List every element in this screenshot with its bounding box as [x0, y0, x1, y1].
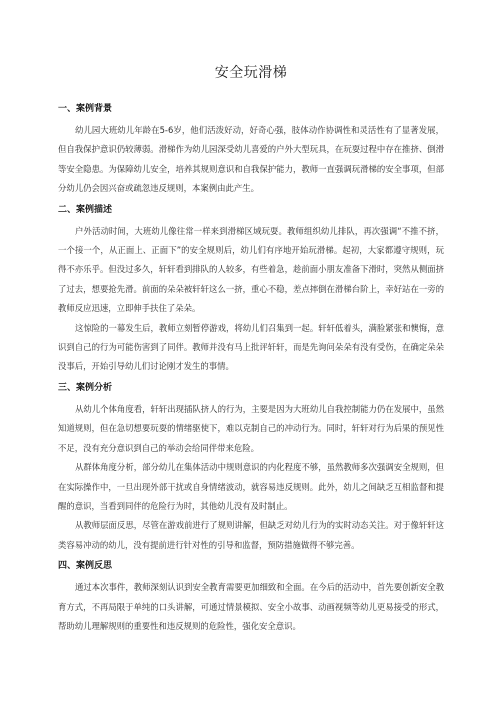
paragraph: 幼儿园大班幼儿年龄在5-6岁，他们活泼好动，好奇心强，肢体动作协调性和灵活性有了显著发展，但自我保护意识仍较薄弱。滑梯作为幼儿园深受幼儿喜爱的户外大型玩具，在玩耍过程中存在推挤、倒滑等安全隐患。为保障幼儿安全，培养其规则意识和自我保护能力，教师一直强调玩滑梯的安全事项，但部分幼儿仍会因兴奋或疏忽违反规则，本案例由此产生。: [58, 125, 444, 194]
paragraph: 从幼儿个体角度看，轩轩出现插队挤人的行为，主要是因为大班幼儿自我控制能力仍在发展中，虽然知道规则，但在急切想要玩耍的情绪驱使下，难以克制自己的冲动行为。同时，轩轩对行为后果的预见性不足，没有充分意识到自己的举动会给同伴带来危险。: [58, 403, 444, 453]
section-analysis: [58, 381, 444, 555]
section-reflection: [58, 559, 444, 636]
section-heading: 二、案例描述: [58, 204, 113, 215]
section-heading: 一、案例背景: [58, 104, 113, 114]
paragraph: 户外活动时间，大班幼儿像往常一样来到滑梯区域玩耍。教师组织幼儿排队，再次强调“不推不挤，一个接一个，从正面上、正面下”的安全规则后，幼儿们有序地开始玩滑梯。起初，大家都遵守规则，玩得不亦乐乎。但没过多久，轩轩看到排队的人较多，有些着急，趁前面小朋友准备下滑时，突然从侧面挤了过去，想要抢先滑。前面的朵朵被轩轩这么一挤，重心不稳，差点摔倒在滑梯台阶上，幸好站在一旁的教师反应迅速，立即伸手扶住了朵朵。: [58, 225, 444, 314]
paragraph: 从群体角度分析，部分幼儿在集体活动中规则意识的内化程度不够，虽然教师多次强调安全规则，但在实际操作中，一旦出现外部干扰或自身情绪波动，就容易违反规则。此外，幼儿之间缺乏互相监督和提醒的意识，当看到同伴的危险行为时，其他幼儿没有及时制止。: [58, 462, 444, 511]
paragraph: 这惊险的一幕发生后，教师立刻暂停游戏，将幼儿们召集到一起。轩轩低着头，满脸紧张和懊悔，意识到自己的行为可能伤害到了同伴。教师并没有马上批评轩轩，而是先询问朵朵有没有受伤，在确定朵朵没事后，开始引导幼儿们讨论刚才发生的事情。: [58, 322, 444, 372]
section-heading: 三、案例分析: [58, 382, 113, 393]
paragraph: 通过本次事件，教师深刻认识到安全教育需要更加细致和全面。在今后的活动中，首先要创新安全教育方式，不再局限于单纯的口头讲解，可通过情景模拟、安全小故事、动画视频等幼儿更易接受的形式，帮助幼儿理解规则的重要性和违反规则的危险性，强化安全意识。: [58, 582, 444, 631]
section-heading: 四、案例反思: [58, 561, 113, 572]
page-title: 安全玩滑梯: [214, 65, 288, 81]
section-background: [58, 102, 444, 199]
section-description: [58, 203, 444, 377]
paragraph: 从教师层面反思，尽管在游戏前进行了规则讲解，但缺乏对幼儿行为的实时动态关注。对于像轩轩这类容易冲动的幼儿，没有提前进行针对性的引导和监督，预防措施做得不够完善。: [58, 520, 444, 550]
